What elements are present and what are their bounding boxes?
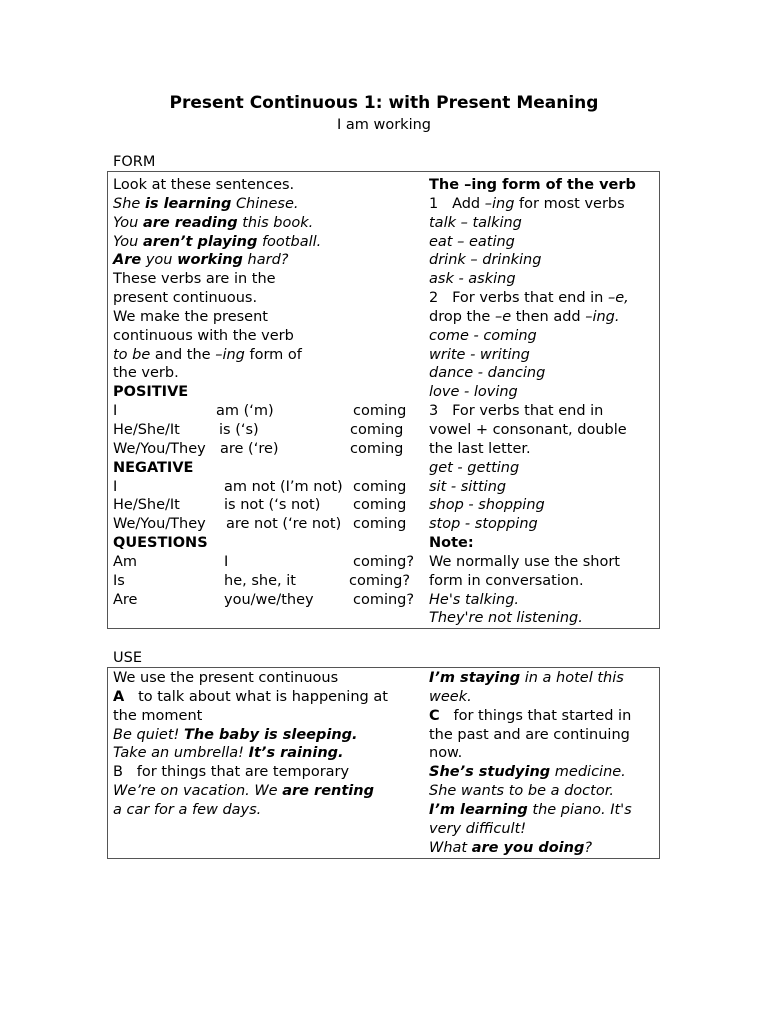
negative-row: I am not (I’m not) coming	[113, 478, 407, 495]
rule-example: stop - stopping	[429, 516, 538, 533]
use-point-a: A to talk about what is happening at	[113, 688, 388, 705]
use-point-c: the past and are continuing	[429, 726, 630, 743]
explanation-line: to be and the –ing form of	[113, 346, 302, 363]
form-right-column	[429, 176, 657, 628]
negative-row: We/You/They are not (‘re not) coming	[113, 516, 407, 533]
questions-heading: QUESTIONS	[113, 535, 208, 552]
use-intro: We use the present continuous	[113, 670, 339, 686]
use-right-column	[429, 669, 657, 857]
rule-line: the last letter.	[429, 440, 531, 457]
example-question: Are you working hard?	[113, 252, 289, 269]
use-example: She wants to be a doctor.	[429, 783, 614, 800]
rule-example: dance - dancing	[429, 365, 546, 382]
form-section-label: FORM	[113, 154, 156, 170]
ing-form-heading: The –ing form of the verb	[429, 177, 636, 193]
use-example: What are you doing?	[429, 839, 593, 856]
rule-example: sit - sitting	[429, 478, 507, 495]
question-row: Is he, she, it coming?	[113, 572, 411, 589]
positive-row: I am (‘m) coming	[113, 403, 407, 420]
use-example: I’m learning the piano. It's	[429, 801, 632, 818]
rule-example: drink – drinking	[429, 252, 542, 269]
negative-row: He/She/It is not (‘s not) coming	[113, 497, 407, 514]
rule-example: come - coming	[429, 327, 537, 344]
example-sentence: You aren’t playing football.	[113, 233, 322, 250]
explanation-line: We make the present	[113, 308, 268, 325]
use-point-a: the moment	[113, 707, 203, 724]
explanation-line: These verbs are in the	[113, 271, 276, 288]
use-example: week.	[429, 688, 472, 705]
use-section-label: USE	[113, 650, 142, 666]
question-row: Are you/we/they coming?	[113, 591, 415, 608]
form-box	[107, 171, 660, 629]
rule-example: eat – eating	[429, 233, 515, 250]
use-example: Take an umbrella! It’s raining.	[113, 745, 344, 762]
negative-heading: NEGATIVE	[113, 459, 194, 476]
explanation-line: the verb.	[113, 365, 179, 382]
positive-row: We/You/They are (‘re) coming	[113, 440, 404, 457]
example-sentence: You are reading this book.	[113, 214, 314, 231]
use-example: I’m staying in a hotel this	[429, 670, 624, 686]
example-sentence: She is learning Chinese.	[113, 195, 299, 212]
page-title: Present Continuous 1: with Present Meaning	[169, 93, 599, 113]
rule-example: shop - shopping	[429, 497, 545, 514]
use-example: Be quiet! The baby is sleeping.	[113, 726, 358, 743]
use-left-column	[113, 669, 418, 820]
rule-line: 1 Add –ing for most verbs	[429, 195, 625, 212]
rule-line: 2 For verbs that end in –e,	[429, 290, 629, 307]
use-point-c: C for things that started in	[429, 707, 632, 724]
rule-line: 3 For verbs that end in	[429, 403, 604, 420]
note-example: He's talking.	[429, 591, 520, 608]
note-line: form in conversation.	[429, 572, 584, 589]
note-example: They're not listening.	[429, 610, 583, 627]
use-box	[107, 667, 660, 859]
positive-heading: POSITIVE	[113, 384, 189, 401]
rule-example: write - writing	[429, 346, 530, 363]
rule-example: talk – talking	[429, 214, 522, 231]
use-example: She’s studying medicine.	[429, 764, 626, 781]
use-example: a car for a few days.	[113, 801, 262, 818]
rule-example: get - getting	[429, 459, 520, 476]
note-heading: Note:	[429, 535, 474, 552]
use-example: very difficult!	[429, 820, 527, 837]
use-point-c: now.	[429, 745, 463, 762]
explanation-line: continuous with the verb	[113, 327, 294, 344]
rule-line: drop the –e then add –ing.	[429, 308, 620, 325]
note-line: We normally use the short	[429, 553, 620, 570]
positive-row: He/She/It is (‘s) coming	[113, 421, 404, 438]
use-example: We’re on vacation. We are renting	[113, 783, 374, 800]
explanation-line: present continuous.	[113, 290, 258, 307]
form-left-column	[113, 176, 418, 609]
use-point-b: B for things that are temporary	[113, 764, 350, 781]
page-subtitle: I am working	[336, 117, 432, 133]
rule-line: vowel + consonant, double	[429, 421, 627, 438]
rule-example: ask - asking	[429, 271, 516, 288]
rule-example: love - loving	[429, 384, 518, 401]
form-intro: Look at these sentences.	[113, 177, 295, 193]
question-row: Am I coming?	[113, 553, 415, 570]
